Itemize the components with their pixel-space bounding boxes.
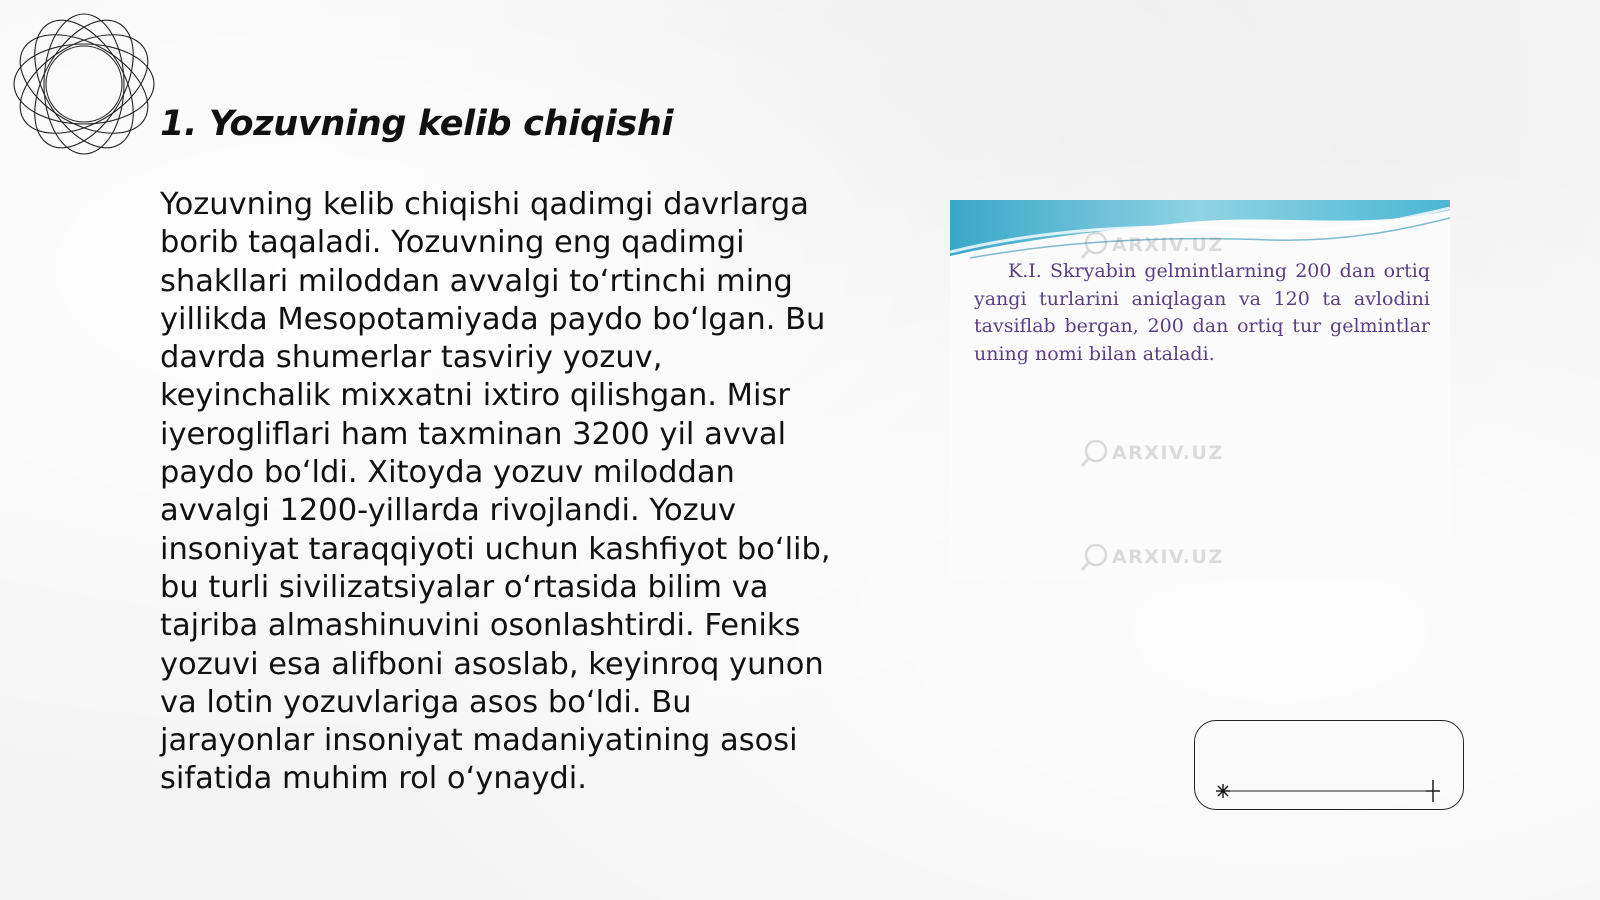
cross-marker-icon: [1426, 780, 1440, 802]
circular-ornament-icon: [10, 10, 158, 158]
watermark-text: ARXIV.UZ: [1112, 442, 1224, 464]
decorative-frame: [1194, 720, 1464, 810]
watermark-text: ARXIV.UZ: [1112, 234, 1224, 256]
magnifier-watermark-icon: [1080, 542, 1110, 572]
sparkle-icon: [1216, 784, 1230, 798]
watermark: [1080, 438, 1224, 468]
textbook-excerpt-image: [950, 200, 1450, 580]
watermark-text: ARXIV.UZ: [1112, 546, 1224, 568]
magnifier-watermark-icon: [1080, 438, 1110, 468]
slide-body-text: Yozuvning kelib chiqishi qadimgi davrlarga borib taqaladi. Yozuvning eng qadimgi shakllari miloddan avvalgi to‘rtinchi ming yillikda Mesopotamiyada paydo bo‘lgan. Bu davrda shumerlar tasviriy yozuv, keyinchalik mixxatni ixtiro qilishgan. Misr iyerogliflari ham taxminan 3200 yil avval paydo bo‘ldi. Xitoyda yozuv miloddan avvalgi 1200-yillarda rivojlandi. Yozuv insoniyat taraqqiyoti uchun kashfiyot bo‘lib, bu turli sivilizatsiyalar o‘rtasida bilim va tajriba almashinuvini osonlashtirdi. Feniks yozuvi esa alifboni asoslab, keyinroq yunon va lotin yozuvlariga asos bo‘ldi. Bu jarayonlar insoniyat madaniyatining asosi sifatida muhim rol o‘ynaydi.: [160, 187, 831, 797]
slide-title: 1. Yozuvning kelib chiqishi: [160, 104, 674, 144]
watermark: [1080, 230, 1224, 260]
magnifier-watermark-icon: [1080, 230, 1110, 260]
decorative-line: [1213, 779, 1443, 803]
image-caption: K.I. Skryabin gelmintlarning 200 dan ortiq yangi turlarini aniqlagan va 120 ta avlodini tavsiflab bergan, 200 dan ortiq tur gelmintlar uning nomi bilan ataladi.: [974, 260, 1430, 365]
watermark: [1080, 542, 1224, 572]
